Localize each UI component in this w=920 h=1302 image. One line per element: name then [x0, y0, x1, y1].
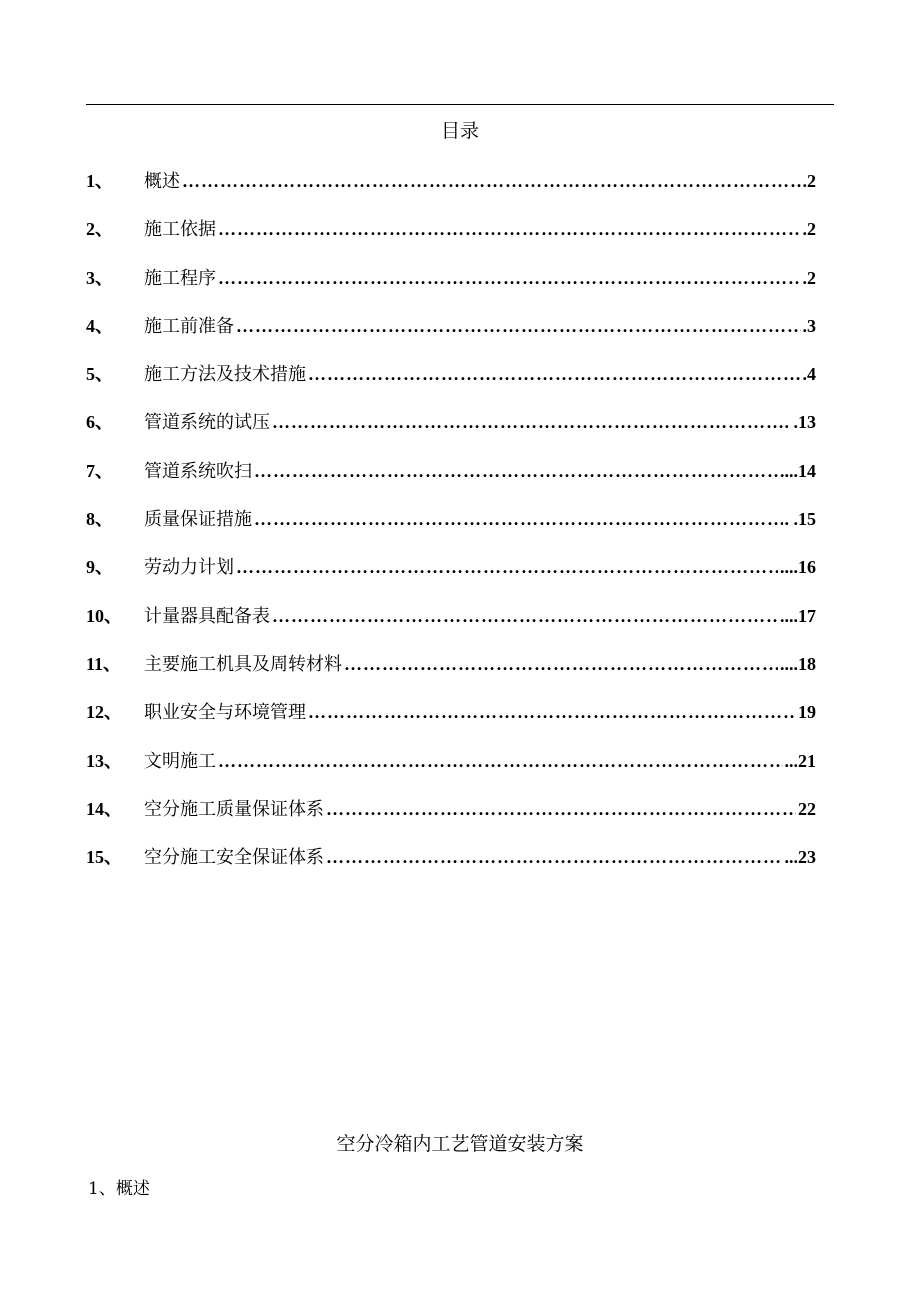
toc-entry-number: 4、 [86, 315, 113, 336]
toc-entry-title: 职业安全与环境管理 [144, 702, 306, 724]
toc-entry[interactable] [86, 554, 816, 602]
toc-entry-title: 施工依据 [144, 219, 216, 241]
toc-entry-page: 19 [798, 702, 816, 723]
toc-entry[interactable] [86, 361, 816, 409]
toc-entry-page: ...23 [784, 847, 816, 868]
toc-entry-title: 施工方法及技术措施 [144, 364, 306, 386]
toc-entry-page: .3 [802, 315, 816, 336]
toc-entry[interactable] [86, 699, 816, 747]
toc-entry-number: 14、 [86, 798, 122, 819]
toc-entry[interactable] [86, 651, 816, 699]
toc-entry-number: 13、 [86, 750, 122, 771]
toc-entry-number: 10、 [86, 605, 122, 626]
toc-entry-page: .2 [802, 171, 816, 191]
toc-entry-title: 空分施工质量保证体系 [144, 798, 324, 820]
document-title: 空分冷箱内工艺管道安装方案 [336, 1133, 584, 1155]
toc-entry-number: 6、 [86, 412, 113, 433]
toc-entry-title: 施工程序 [144, 267, 216, 289]
toc-entry[interactable] [86, 216, 816, 264]
toc-title: 目录 [440, 120, 479, 142]
toc-entry-page: ....18 [780, 653, 816, 674]
header-rule [86, 104, 834, 105]
toc-entry-number: 1、 [86, 171, 113, 191]
toc-leader-dots [326, 844, 783, 870]
toc-leader-dots [272, 409, 783, 435]
toc-leader-dots [308, 361, 801, 387]
section-heading: 1、概述 [88, 1179, 150, 1199]
toc-entry-page: ....14 [780, 460, 816, 481]
toc-entry-number: 12、 [86, 702, 122, 723]
toc-leader-dots [254, 506, 783, 532]
toc-leader-dots [326, 796, 796, 822]
toc-entry-title: 管道系统吹扫 [144, 460, 252, 482]
toc-entry-title: 文明施工 [144, 750, 216, 772]
toc-entry-page: .4 [802, 364, 816, 385]
toc-entry[interactable] [86, 844, 816, 892]
toc-entry[interactable] [86, 748, 816, 796]
toc-entry-number: 7、 [86, 460, 113, 481]
toc-entry-page: ....16 [780, 557, 816, 578]
toc-entry-number: 15、 [86, 847, 122, 868]
toc-leader-dots [182, 168, 801, 194]
toc-entry-page: .2 [802, 219, 816, 240]
toc-entry-number: 9、 [86, 557, 113, 578]
toc-entry-page: ...21 [784, 750, 816, 771]
toc-entry-page: . .15 [784, 509, 816, 530]
toc-entry[interactable] [86, 506, 816, 554]
toc-entry-page: . .13 [784, 412, 816, 433]
toc-entry-title: 质量保证措施 [144, 509, 252, 531]
toc-entry-number: 8、 [86, 509, 113, 530]
toc-leader-dots [218, 748, 783, 774]
toc-entry-page: 22 [798, 798, 816, 819]
toc-entry[interactable] [86, 409, 816, 457]
toc-leader-dots [308, 699, 796, 725]
toc-entry[interactable] [86, 313, 816, 361]
toc-leader-dots [254, 458, 778, 484]
toc-entry[interactable] [86, 265, 816, 313]
toc-entry-title: 计量器具配备表 [144, 605, 270, 627]
toc-entry-title: 管道系统的试压 [144, 412, 270, 434]
toc-leader-dots [272, 603, 778, 629]
toc-entry-number: 5、 [86, 364, 113, 385]
table-of-contents [86, 168, 816, 892]
toc-leader-dots [236, 554, 778, 580]
toc-entry-number: 2、 [86, 219, 113, 240]
toc-entry-page: .2 [802, 267, 816, 288]
toc-entry[interactable] [86, 168, 816, 216]
toc-leader-dots [218, 265, 801, 291]
toc-entry[interactable] [86, 603, 816, 651]
toc-leader-dots [344, 651, 778, 677]
toc-entry-title: 主要施工机具及周转材料 [144, 653, 342, 675]
toc-entry[interactable] [86, 796, 816, 844]
toc-leader-dots [218, 216, 801, 242]
toc-entry[interactable] [86, 458, 816, 506]
toc-entry-number: 3、 [86, 267, 113, 288]
toc-entry-title: 空分施工安全保证体系 [144, 847, 324, 869]
toc-entry-title: 概述 [144, 171, 180, 192]
toc-entry-number: 11、 [86, 653, 122, 674]
toc-leader-dots [236, 313, 801, 339]
toc-entry-title: 施工前准备 [144, 315, 234, 337]
toc-entry-title: 劳动力计划 [144, 557, 234, 579]
toc-entry-page: ....17 [780, 605, 816, 626]
